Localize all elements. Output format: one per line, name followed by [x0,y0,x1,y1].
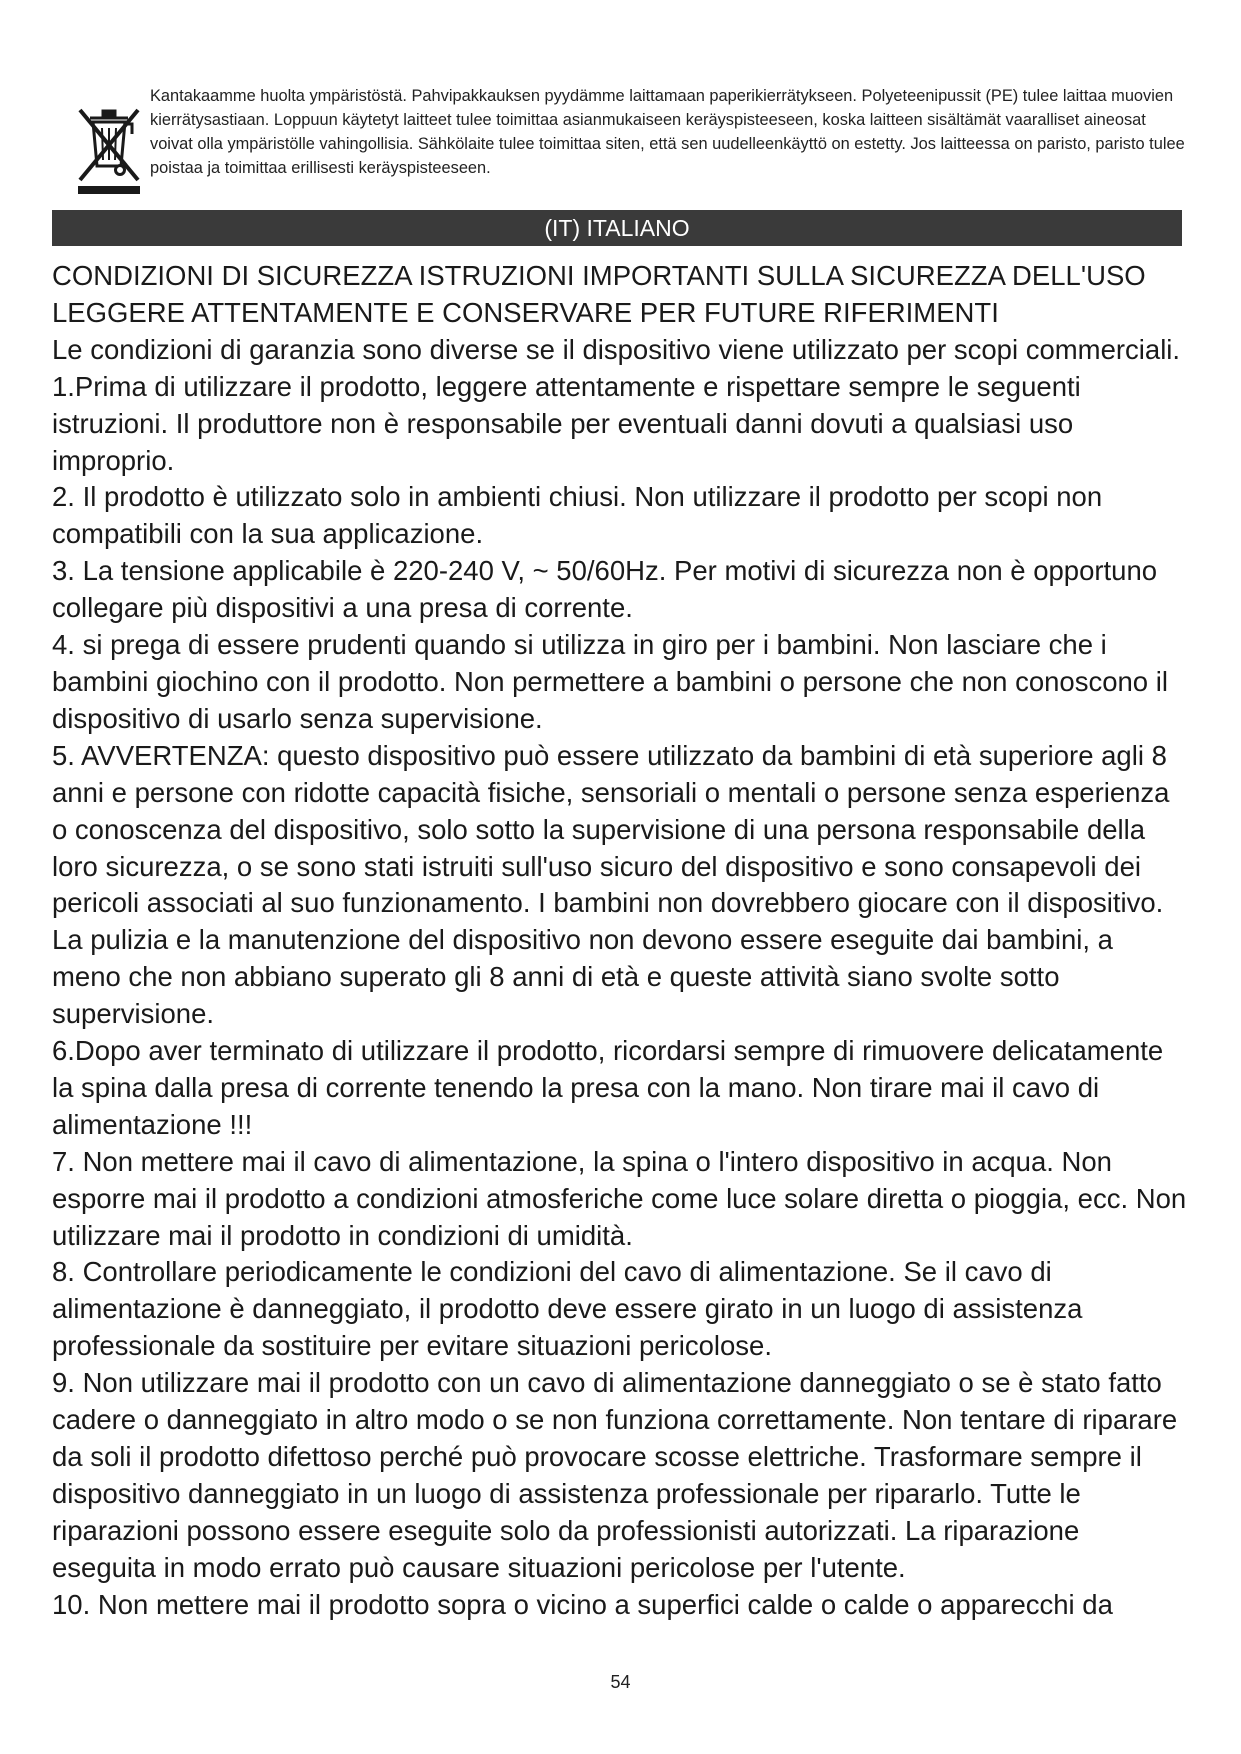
instruction-item: 10. Non mettere mai il prodotto sopra o vicino a superfici calde o calde o apparecchi da [52,1588,1113,1620]
instruction-item: 6.Dopo aver terminato di utilizzare il prodotto, ricordarsi sempre di rimuovere delicatamente la spina dalla presa di corrente tenendo la presa con la mano. Non tirare mai il cavo di alimentazione !!! [52,1035,1164,1140]
instruction-item: 8. Controllare periodicamente le condizioni del cavo di alimentazione. Se il cavo di alimentazione è danneggiato, il prodotto deve essere girato in un luogo di assistenza professionale da sostituire per evitare situazioni pericolose. [52,1256,1083,1362]
safety-subheading: LEGGERE ATTENTAMENTE E CONSERVARE PER FUTURE RIFERIMENTI [52,296,999,328]
weee-notice-text: Kantakaamme huolta ympäristöstä. Pahvipakkauksen pyydämme laittamaan paperikierrätykseen. Polyeteenipussit (PE) tulee laittaa muovien kierrätysastiaan. Loppuun käytetyt laitteet tulee toimittaa asianmukaiseen keräyspisteeseen, koska laitteen sisältämät vaaralliset aineosat voivat olla ympäristölle vahingollisia. Sähkölaite tulee toimittaa siten, että sen uudelleenkäyttö on estetty. Jos laitteessa on paristo, paristo tulee poistaa ja toimittaa erillisesti keräyspisteeseen. [150,87,1185,177]
instruction-item: 1.Prima di utilizzare il prodotto, leggere attentamente e rispettare sempre le seguenti istruzioni. Il produttore non è responsabile per eventuali danni dovuti a qualsiasi uso improprio. [52,370,1081,476]
language-section-header: (IT) ITALIANO [52,210,1182,246]
safety-heading: CONDIZIONI DI SICUREZZA ISTRUZIONI IMPORTANTI SULLA SICUREZZA DELL'USO [52,260,1146,291]
instruction-item: 5. AVVERTENZA: questo dispositivo può essere utilizzato da bambini di età superiore agli 8 anni e persone con ridotte capacità fisiche, sensoriali o mentali o persone senza esperienza o conoscenza del dispositivo, solo sotto la supervisione di una persona responsabile della loro sicurezza, o se sono stati istruiti sull'uso sicuro del dispositivo e sono consapevoli dei pericoli associati al suo funzionamento. I bambini non dovrebbero giocare con il dispositivo. La pulizia e la manutenzione del dispositivo non devono essere eseguite dai bambini, a meno che non abbiano superato gli 8 anni di età e queste attività siano svolte sotto supervisione. [52,739,1170,1030]
instruction-item: 3. La tensione applicabile è 220-240 V, ~ 50/60Hz. Per motivi di sicurezza non è opportuno collegare più dispositivi a una presa di corrente. [52,555,1158,624]
warranty-intro: Le condizioni di garanzia sono diverse se il dispositivo viene utilizzato per scopi commerciali. [52,333,1181,365]
weee-disposal-notice [72,84,1185,202]
instruction-item: 7. Non mettere mai il cavo di alimentazione, la spina o l'intero dispositivo in acqua. Non esporre mai il prodotto a condizioni atmosferiche come luce solare diretta o pioggia, ecc. Non utilizzare mai il prodotto in condizioni di umidità. [52,1145,1187,1251]
page-number: 54 [610,1672,631,1692]
safety-instructions [52,258,1187,1624]
instruction-item: 9. Non utilizzare mai il prodotto con un cavo di alimentazione danneggiato o se è stato fatto cadere o danneggiato in altro modo o se non funziona correttamente. Non tentare di riparare da soli il prodotto difettoso perché può provocare scosse elettriche. Trasformare sempre il dispositivo danneggiato in un luogo di assistenza professionale per ripararlo. Tutte le riparazioni possono essere eseguite solo da professionisti autorizzati. La riparazione eseguita in modo errato può causare situazioni pericolose per l'utente. [52,1367,1178,1583]
instruction-item: 4. si prega di essere prudenti quando si utilizza in giro per i bambini. Non lasciare che i bambini giochino con il prodotto. Non permettere a bambini o persone che non conoscono il dispositivo di usarlo senza supervisione. [52,629,1168,734]
crossed-out-wheelie-bin-icon [72,100,146,196]
instruction-item: 2. Il prodotto è utilizzato solo in ambienti chiusi. Non utilizzare il prodotto per scopi non compatibili con la sua applicazione. [52,481,1103,550]
